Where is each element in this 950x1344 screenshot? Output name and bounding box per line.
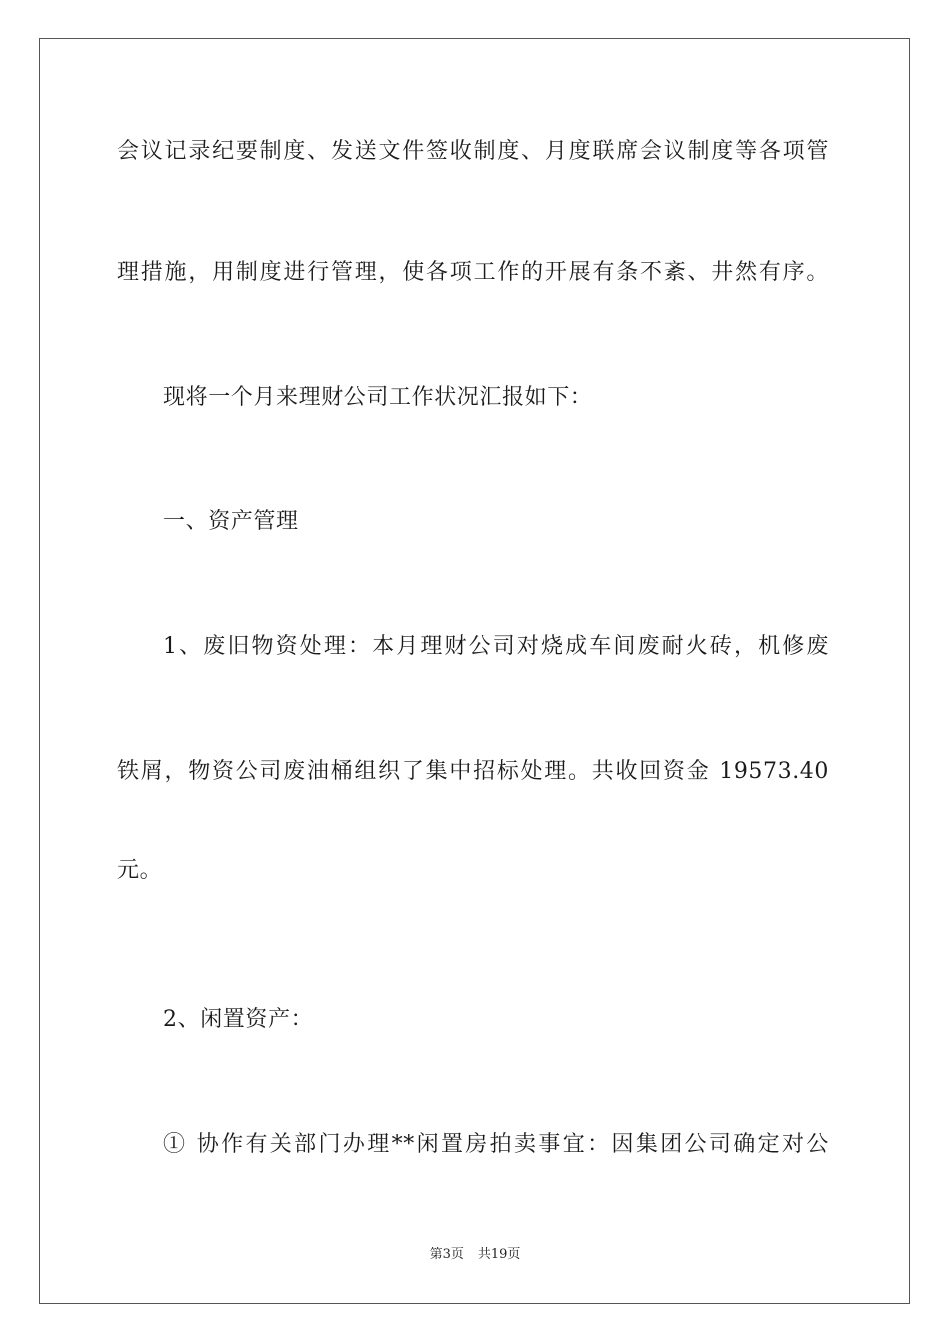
text-line-3: 现将一个月来理财公司工作状况汇报如下： (163, 385, 593, 410)
page-total: 共19页 (477, 1247, 521, 1262)
section-heading-asset-management: 一、资产管理 (163, 509, 299, 534)
text-line-6: 铁屑，物资公司废油桶组织了集中招标处理。共收回资金 19573.40 (117, 759, 829, 784)
text-line-9: ① 协作有关部门办理**闲置房拍卖事宜：因集团公司确定对公 (163, 1132, 829, 1157)
subsection-heading-idle-assets: 2、闲置资产： (163, 1007, 314, 1032)
text-line-7: 元。 (117, 858, 163, 883)
text-line-1: 会议记录纪要制度、发送文件签收制度、月度联席会议制度等各项管 (117, 139, 829, 164)
text-line-5: 1、废旧物资处理：本月理财公司对烧成车间废耐火砖，机修废 (163, 634, 829, 659)
page-border (39, 38, 910, 1304)
page-number: 第3页 (429, 1247, 464, 1262)
text-line-2: 理措施，用制度进行管理，使各项工作的开展有条不紊、井然有序。 (117, 260, 829, 285)
page-footer (0, 1246, 950, 1264)
